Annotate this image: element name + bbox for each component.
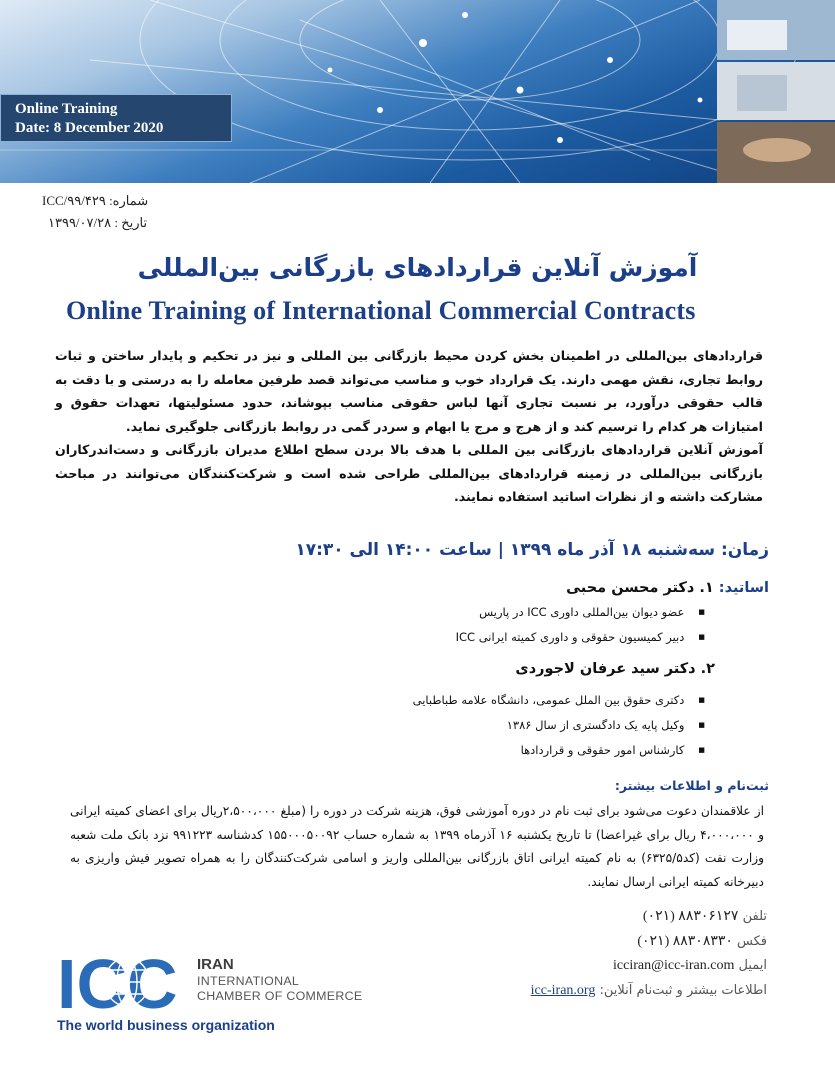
list-item: ■ دکتری حقوق بین الملل عمومی، دانشگاه علامه طباطبایی bbox=[413, 688, 705, 713]
network-graphic bbox=[0, 0, 835, 183]
web-row bbox=[531, 979, 767, 1004]
icc-mark-text: ICC bbox=[57, 948, 178, 1016]
intro-paragraph-1: قراردادهای بین‌المللی در اطمینان بخش کردن محیط بازرگانی بین المللی و نیز در تحکیم و پایدار ساختن و ثبات روابط تجاری، نقش مهمی دارند. یک قرارداد خوب و مناسب می‌تواند قصد طرفین معامله را به درستی و با دقت به قالب حقوقی درآورد، بر نسبت تجاری آنها لباس حقوقی مناسب بپوشاند، حدود مسئولیتها، تعهدات حقوق و امتیازات هر کدام را ترسیم کند و از هرج و مرج یا ابهام و سردر گمی در روابط بازرگانی جلوگیری نماید. bbox=[55, 348, 763, 434]
email-value[interactable]: icciran@icc-iran.com bbox=[613, 958, 735, 973]
training-date-box bbox=[0, 94, 232, 142]
registration-text: از علاقمندان دعوت می‌شود برای ثبت نام در دوره آموزشی فوق، هزینه شرکت در دوره را (مبلغ ۲،۵۰۰،۰۰۰ریال برای اعضای کمیته ایرانی و ۴،۰۰۰،۰۰۰ ریال برای غیراعضا) تا تاریخ یکشنبه ۱۶ آذرماه ۱۳۹۹ به شماره حساب ۱۵۵۰۰۰۵۰۰۹۲ کدشناسه ۹۹۱۲۲۳ نزد بانک ملت شعبه وزارت نفت (کد۶۳۲۵/۵) به نام کمیته ایرانی اتاق بازرگانی بین‌المللی واریز و اسامی شرکت‌کنندگان را به همراه تصویر فیش واریزی به دبیرخانه کمیته ایرانی ارسال نمایند. bbox=[70, 804, 765, 889]
banner-line2: Date: 8 December 2020 bbox=[15, 120, 164, 136]
web-label: اطلاعات بیشتر و ثبت‌نام آنلاین: bbox=[599, 982, 767, 998]
time-value: سه‌شنبه ۱۸ آذر ماه ۱۳۹۹ | ساعت ۱۴:۰۰ الی ۱۷:۳۰ bbox=[295, 540, 716, 560]
intro-paragraph-2: آموزش آنلاین قراردادهای بازرگانی بین المللی با هدف بالا بردن سطح اطلاع مدیران بازرگانی و دست‌اندرکاران بازرگانی بین‌المللی در زمینه قراردادهای بین‌المللی طراحی شده است و شرکت‌کنندگان می‌توانند در مباحث مشارکت داشته و از نظرات اساتید استفاده نمایند. bbox=[55, 442, 763, 504]
reference-number: شماره: ICC/۹۹/۴۲۹ bbox=[42, 193, 149, 208]
logo-org-line1: INTERNATIONAL bbox=[197, 974, 300, 988]
fax-label: فکس bbox=[737, 933, 767, 949]
instructors-label: اساتید: bbox=[718, 580, 769, 596]
email-row bbox=[531, 954, 767, 979]
instructor-2-heading bbox=[515, 661, 715, 677]
phone-row bbox=[531, 905, 767, 930]
banner-line1: Online Training bbox=[15, 101, 118, 117]
phone-label: تلفن bbox=[742, 909, 767, 924]
logo-org-line2: CHAMBER OF COMMERCE bbox=[197, 989, 363, 1003]
phone-value: ۸۸۳۰۶۱۲۷ (۰۲۱) bbox=[642, 909, 739, 924]
instructor-2-name: ۲. دکتر سید عرفان لاجوردی bbox=[515, 661, 715, 677]
page-title-fa: آموزش آنلاین قراردادهای بازرگانی بین‌المللی bbox=[137, 253, 698, 282]
instructor-1-heading bbox=[566, 580, 769, 596]
instructor-1-name: ۱. دکتر محسن محبی bbox=[566, 580, 714, 596]
event-time bbox=[295, 540, 769, 560]
page-title-en: Online Training of International Commercial Contracts bbox=[66, 296, 696, 325]
logo-tagline: The world business organization bbox=[57, 1017, 275, 1033]
time-label: زمان: bbox=[720, 540, 769, 560]
list-item: ■ عضو دیوان بین‌المللی داوری ICC در پاریس bbox=[456, 600, 705, 625]
list-item: ■ کارشناس امور حقوقی و قراردادها bbox=[413, 738, 705, 763]
instructor-1-list bbox=[456, 600, 705, 650]
header-banner bbox=[0, 0, 835, 183]
list-item: ■ وکیل پایه یک دادگستری از سال ۱۳۸۶ bbox=[413, 713, 705, 738]
icc-mark bbox=[57, 948, 189, 1016]
email-label: ایمیل bbox=[738, 958, 767, 973]
icc-logo bbox=[57, 948, 377, 1038]
instructor-2-list bbox=[413, 688, 705, 762]
business-photos bbox=[717, 0, 835, 183]
fax-row bbox=[531, 930, 767, 955]
reference-date: تاریخ : ۱۳۹۹/۰۷/۲۸ bbox=[48, 215, 148, 230]
logo-iran: IRAN bbox=[197, 956, 234, 973]
contact-info bbox=[531, 905, 767, 1003]
website-link[interactable]: icc-iran.org bbox=[530, 982, 596, 998]
fax-value: ۸۸۳۰۸۳۳۰ (۰۲۱) bbox=[637, 933, 733, 949]
list-item: ■ دبیر کمیسیون حقوقی و داوری کمیته ایرانی ICC bbox=[456, 625, 705, 650]
registration-title: ثبت‌نام و اطلاعات بیشتر: bbox=[614, 778, 769, 793]
